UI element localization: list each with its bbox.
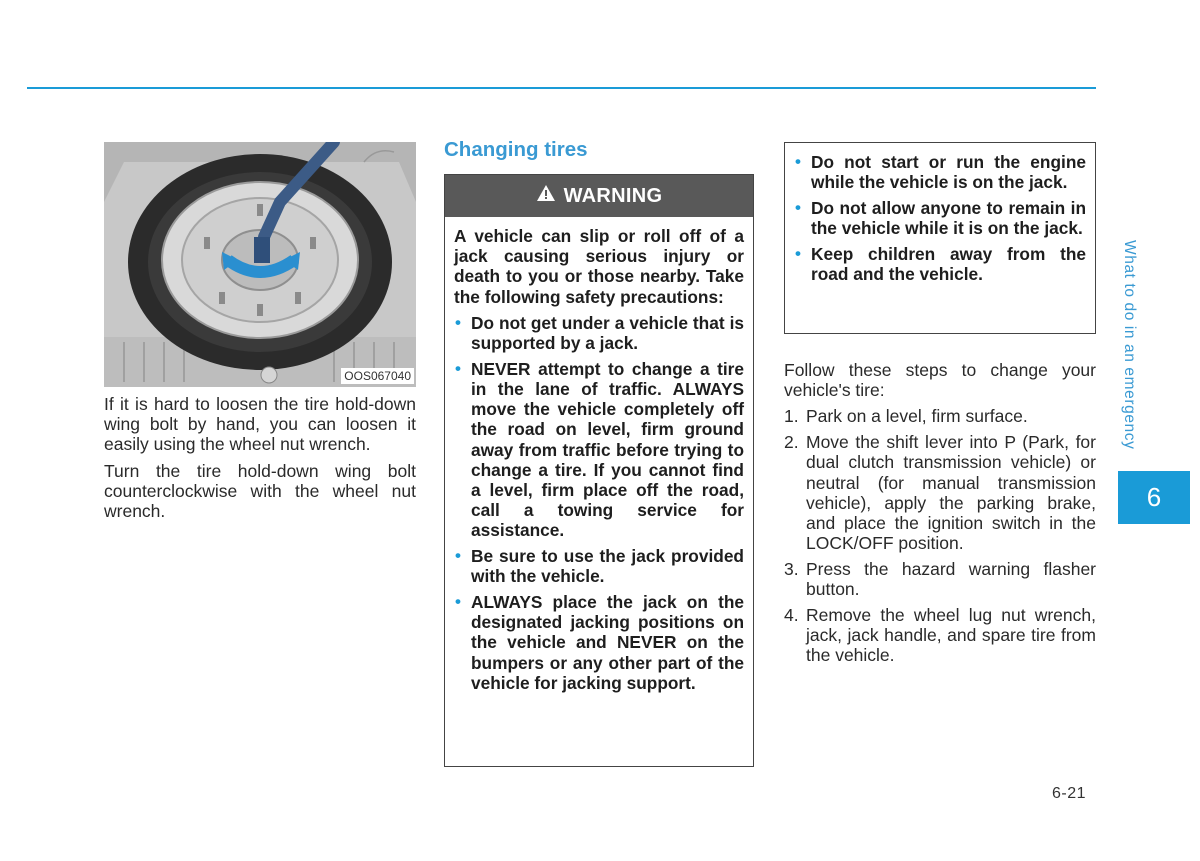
figure-code: OOS067040 xyxy=(341,368,414,384)
warning-triangle-icon xyxy=(536,184,556,208)
column-1-text xyxy=(104,394,416,527)
warning-continued-box xyxy=(784,142,1096,334)
header-rule xyxy=(27,87,1096,89)
chapter-side-label: What to do in an emergency xyxy=(1121,240,1138,450)
spare-tire-illustration xyxy=(104,142,416,387)
warning-title: WARNING xyxy=(563,184,663,207)
column-3-text xyxy=(784,360,1096,671)
warning-header xyxy=(445,175,753,217)
step-item: 1. Park on a level, firm surface. xyxy=(784,406,1028,427)
warning-box xyxy=(444,174,754,767)
bullet-dot-icon: • xyxy=(455,591,461,611)
step-item: 3. Press the hazard warning flasher button. xyxy=(784,558,1096,600)
warning-bullet: • Do not allow anyone to remain in the vehicle while it is on the jack. xyxy=(795,197,1086,239)
bullet-dot-icon: • xyxy=(795,243,801,263)
warning-bullet: • NEVER attempt to change a tire in the lane of traffic. ALWAYS move the vehicle completely off the road on level, firm ground away from traffic before trying to change a tire. If you cannot find a level, firm place off the road, call a towing service for assistance. xyxy=(455,358,744,541)
warning-bullet: • Keep children away from the road and the vehicle. xyxy=(795,243,1086,285)
warning-bullet: • Be sure to use the jack provided with the vehicle. xyxy=(455,546,744,587)
spare-tire-figure xyxy=(104,142,416,387)
paragraph: If it is hard to loosen the tire hold-down wing bolt by hand, you can loosen it easily using the wheel nut wrench. xyxy=(104,394,416,455)
paragraph: Turn the tire hold-down wing bolt counterclockwise with the wheel nut wrench. xyxy=(104,460,416,522)
steps-list xyxy=(784,406,1096,665)
warning-bullet: • ALWAYS place the jack on the designated jacking positions on the vehicle and NEVER on the bumpers or any other part of the vehicle for jacking support. xyxy=(455,591,744,693)
section-title: Changing tires xyxy=(444,138,588,161)
warning-bullet: • Do not get under a vehicle that is supported by a jack. xyxy=(455,312,744,354)
step-item: 2. Move the shift lever into P (Park, for dual clutch transmission vehicle) or neutral (for manual transmission vehicle), apply the parking brake, and place the ignition switch in the LOCK/OFF position. xyxy=(784,432,1096,554)
bullet-dot-icon: • xyxy=(795,197,801,217)
bullet-dot-icon: • xyxy=(455,546,461,566)
warning-intro: A vehicle can slip or roll off of a jack causing serious injury or death to you or those nearby. Take the following safety precautions: xyxy=(454,226,744,307)
steps-intro: Follow these steps to change your vehicle's tire: xyxy=(784,360,1096,401)
step-item: 4. Remove the wheel lug nut wrench, jack, jack handle, and spare tire from the vehicle. xyxy=(784,604,1096,666)
page-number: 6-21 xyxy=(1052,785,1087,802)
chapter-tab: 6 xyxy=(1118,471,1190,524)
bullet-dot-icon: • xyxy=(455,358,461,378)
bullet-dot-icon: • xyxy=(795,152,801,171)
bullet-dot-icon: • xyxy=(455,312,461,332)
warning-bullet: • Do not start or run the engine while the vehicle is on the jack. xyxy=(795,152,1086,193)
